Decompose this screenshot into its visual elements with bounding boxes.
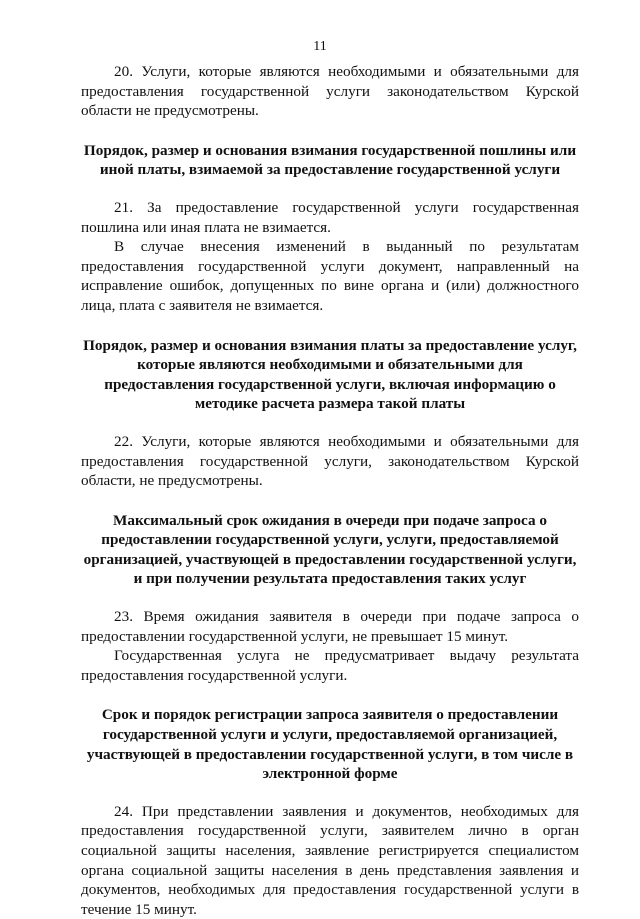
section-heading-state-fee: Порядок, размер и основания взимания государственной пошлины или иной платы, взимаемой за предоставление государственной услуги [83, 141, 577, 179]
page-number: 11 [313, 39, 327, 54]
section-heading-fee-for-services: Порядок, размер и основания взимания платы за предоставление услуг, которые являются необходимыми и обязательными для предоставления государственной услуги, включая информацию о методике расчета размера такой платы [83, 336, 577, 413]
paragraph-24: 24. При представлении заявления и документов, необходимых для предоставления государственной услуги, заявителем лично в орган социальной защиты населения, заявление регистрируется специалистом органа социальной защиты населения в день представления заявления и документов, необходимых для предоставления государственной услуги в течение 15 минут. [81, 802, 579, 918]
section-heading-queue-waiting-time: Максимальный срок ожидания в очереди при подаче запроса о предоставлении государственной услуги, услуги, предоставляемой организацией, участвующей в предоставлении государственной услуги, и при получении результата предоставления таких услуг [83, 511, 577, 588]
document-body [81, 62, 579, 919]
paragraph-23: 23. Время ожидания заявителя в очереди при подаче запроса о предоставлении государственной услуги, не превышает 15 минут. [81, 608, 579, 645]
section-heading-request-registration: Срок и порядок регистрации запроса заявителя о предоставлении государственной услуги и услуги, предоставляемой организацией, участвующей в предоставлении государственной услуги, в том числе в электронной форме [86, 706, 574, 783]
paragraph-21: 21. За предоставление государственной услуги государственная пошлина или иная плата не взимается. [81, 198, 579, 236]
paragraph-22: 22. Услуги, которые являются необходимыми и обязательными для предоставления государственной услуги, законодательством Курской области, не предусмотрены. [81, 432, 579, 490]
paragraph-20: 20. Услуги, которые являются необходимыми и обязательными для предоставления государственной услуги законодательством Курской области не предусмотрены. [81, 63, 579, 120]
paragraph-23-continuation: Государственная услуга не предусматривает выдачу результата предоставления государственной услуги. [81, 647, 579, 684]
paragraph-21-continuation: В случае внесения изменений в выданный по результатам предоставления государственной услуги документ, направленный на исправление ошибок, допущенных по вине органа и (или) должностного лица, плата с заявителя не взимается. [81, 238, 579, 314]
